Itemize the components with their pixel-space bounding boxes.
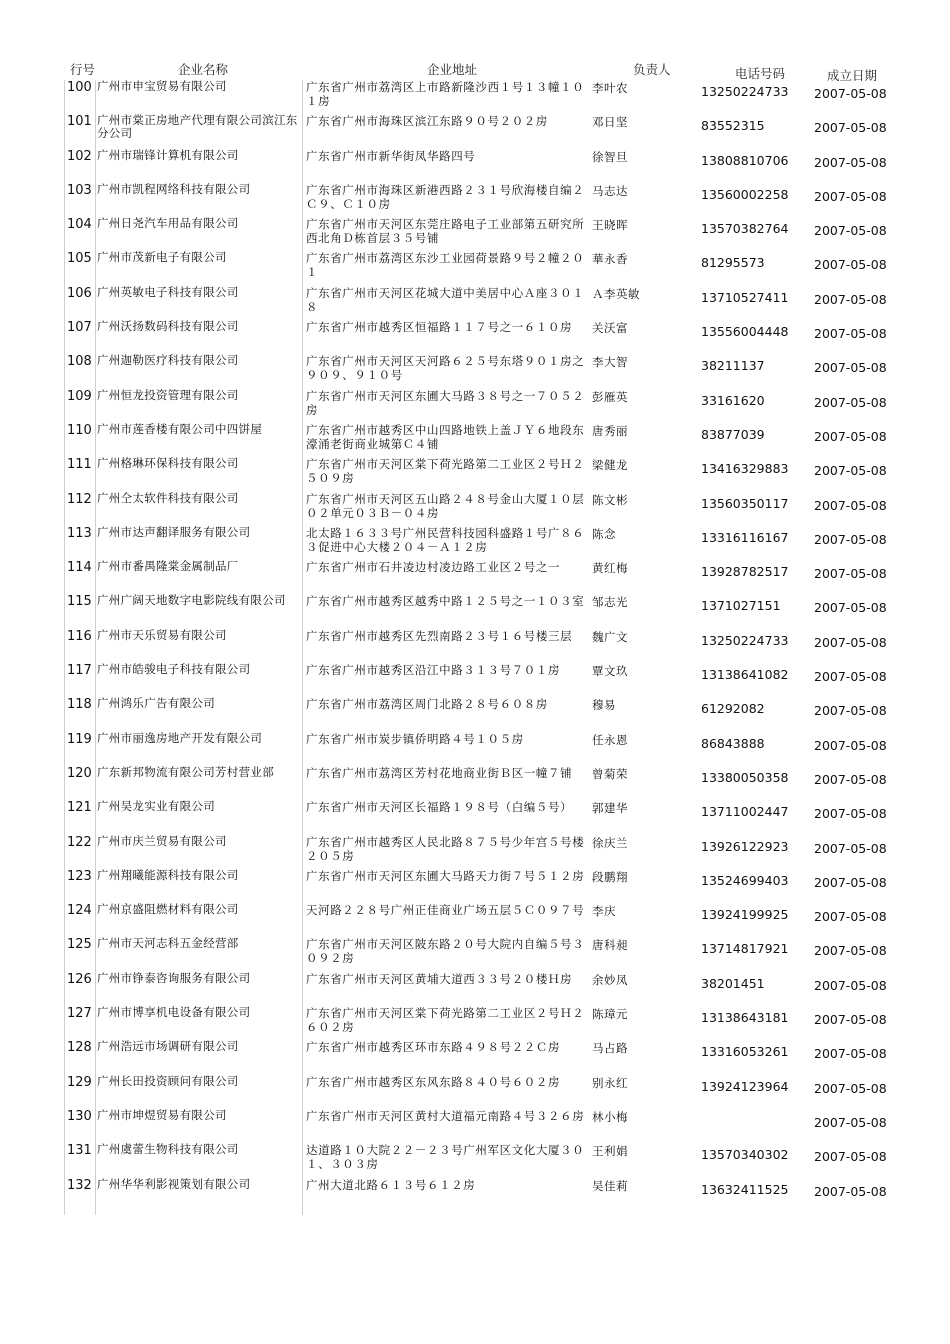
company-name: 广州市丽逸房地产开发有限公司 [97, 730, 263, 745]
row-number: 105 [67, 251, 92, 267]
table-row [0, 114, 950, 148]
table-row [0, 80, 950, 114]
company-name: 广州市皓骏电子科技有限公司 [97, 662, 251, 677]
contact-person: 徐庆兰 [592, 835, 628, 850]
phone-number: 13316053261 [701, 1044, 789, 1060]
table-row [0, 286, 950, 320]
company-name: 广州市番禺隆棠金属制品厂 [97, 559, 239, 574]
company-name: 广州长田投资顾问有限公司 [97, 1073, 239, 1088]
company-address: 广东省广州市越秀区人民北路８７５号少年宫５号楼２０５房 [306, 834, 585, 863]
established-date: 2007-05-08 [814, 806, 887, 822]
row-number: 123 [67, 868, 92, 884]
established-date: 2007-05-08 [814, 1183, 887, 1199]
company-name: 广州市天河志科五金经营部 [97, 936, 239, 951]
company-address: 广东省广州市海珠区滨江东路９０号２０２房 [306, 114, 548, 129]
contact-person: 任永恩 [592, 732, 628, 747]
phone-number: 33161620 [701, 392, 765, 408]
phone-number: 13250224733 [701, 632, 789, 648]
row-number: 106 [67, 285, 92, 301]
company-address: 广东省广州市天河区天河路６２５号东塔９０１房之９０９、９１０号 [306, 354, 585, 383]
contact-person: 穆易 [592, 698, 616, 713]
contact-person: 马占路 [592, 1041, 628, 1056]
phone-number: 13926122923 [701, 838, 789, 854]
contact-person: 关沃富 [592, 321, 628, 336]
row-number: 117 [67, 663, 92, 679]
contact-person: 彭雁英 [592, 389, 628, 404]
company-name: 广州市铮泰咨询服务有限公司 [97, 970, 251, 985]
established-date: 2007-05-08 [814, 428, 887, 444]
established-date: 2007-05-08 [814, 771, 887, 787]
header-phone: 电话号码 [735, 66, 786, 81]
row-number: 114 [67, 560, 92, 576]
established-date: 2007-05-08 [814, 291, 887, 307]
established-date: 2007-05-08 [814, 1114, 887, 1130]
company-address: 广东省广州市天河区黄埔大道西３３号２０楼Ｈ房 [306, 971, 573, 986]
company-address: 达道路１０大院２２－２３号广州军区文化大厦３０１、３０３房 [306, 1143, 585, 1172]
phone-number: 13714817921 [701, 941, 789, 957]
row-number: 109 [67, 388, 92, 404]
established-date: 2007-05-08 [814, 463, 887, 479]
table-row [0, 1143, 950, 1177]
contact-person: 李大智 [592, 355, 628, 370]
phone-number: 61292082 [701, 701, 765, 717]
row-number: 118 [67, 697, 92, 713]
table-row [0, 560, 950, 594]
company-name: 广州格琳环保科技有限公司 [97, 456, 239, 471]
company-address: 广州大道北路６１３号６１２房 [306, 1177, 476, 1192]
company-address: 天河路２２８号广州正佳商业广场五层５Ｃ０９７号 [306, 903, 585, 918]
phone-number: 13524699403 [701, 872, 789, 888]
table-row [0, 800, 950, 834]
established-date: 2007-05-08 [814, 1046, 887, 1062]
company-address: 广东省广州市荔湾区芳村花地商业街Ｂ区一幢７铺 [306, 765, 573, 780]
company-name: 广州市棠正房地产代理有限公司滨江东分公司 [97, 113, 298, 141]
table-row [0, 1178, 950, 1212]
phone-number: 13560002258 [701, 186, 789, 202]
contact-person: Ａ李英敏 [592, 286, 640, 301]
row-number: 100 [67, 80, 92, 95]
established-date: 2007-05-08 [814, 737, 887, 753]
contact-person: 邹志光 [592, 595, 628, 610]
phone-number: 13924199925 [701, 907, 789, 923]
company-address: 广东省广州市越秀区沿江中路３１３号７０１房 [306, 663, 561, 678]
row-number: 126 [67, 971, 92, 987]
phone-number: 38201451 [701, 975, 765, 991]
phone-number: 1371027151 [701, 598, 781, 614]
phone-number: 13808810706 [701, 152, 789, 168]
company-address: 广东省广州市天河区棠下荷光路第二工业区２号Ｈ２６０２房 [306, 1006, 585, 1035]
established-date: 2007-05-08 [814, 360, 887, 376]
established-date: 2007-05-08 [814, 86, 887, 101]
table-row [0, 937, 950, 971]
phone-number: 13570382764 [701, 221, 789, 237]
company-name: 广州市茂新电子有限公司 [97, 250, 227, 265]
company-name: 广州市达声翻译服务有限公司 [97, 524, 251, 539]
company-address: 广东省广州市越秀区先烈南路２３号１６号楼三层 [306, 628, 573, 643]
contact-person: 唐秀丽 [592, 423, 628, 438]
company-address: 广东省广州市越秀区东风东路８４０号６０２房 [306, 1074, 561, 1089]
established-date: 2007-05-08 [814, 943, 887, 959]
company-address: 广东省广州市越秀区中山四路地铁上盖ＪＹ６地段东濠涌老街商业城第Ｃ４铺 [306, 422, 585, 451]
company-name: 广州京盛阻燃材料有限公司 [97, 902, 239, 917]
company-name: 广州市申宝贸易有限公司 [97, 79, 227, 93]
table-row [0, 629, 950, 663]
established-date: 2007-05-08 [814, 531, 887, 547]
table-row [0, 251, 950, 285]
established-date: 2007-05-08 [814, 840, 887, 856]
company-address: 广东省广州市越秀区环市东路４９８号２２Ｃ房 [306, 1040, 561, 1055]
company-address: 广东省广州市荔湾区上市路新隆沙西１号１３幢１０１房 [306, 80, 585, 108]
row-number: 119 [67, 731, 92, 747]
contact-person: 邓日坚 [592, 115, 628, 130]
table-row [0, 697, 950, 731]
contact-person: 王利娟 [592, 1144, 628, 1159]
company-address: 广东省广州市石井凌边村凌边路工业区２号之一 [306, 560, 561, 575]
phone-number: 13138641082 [701, 667, 789, 683]
established-date: 2007-05-08 [814, 566, 887, 582]
established-date: 2007-05-08 [814, 909, 887, 925]
contact-person: 别永红 [592, 1075, 628, 1090]
company-name: 广州华华利影视策划有限公司 [97, 1176, 251, 1191]
company-name: 广州市莲香楼有限公司中四饼屋 [97, 421, 263, 436]
row-number: 121 [67, 800, 92, 816]
row-number: 129 [67, 1074, 92, 1090]
company-table [0, 80, 950, 1212]
company-name: 广州迦勒医疗科技有限公司 [97, 353, 239, 368]
established-date: 2007-05-08 [814, 188, 887, 204]
header-person: 负责人 [633, 62, 671, 77]
phone-number: 13556004448 [701, 324, 789, 340]
table-row [0, 320, 950, 354]
table-row [0, 732, 950, 766]
table-row [0, 526, 950, 560]
row-number: 131 [67, 1143, 92, 1159]
company-name: 广州恒龙投资管理有限公司 [97, 387, 239, 402]
phone-number: 13928782517 [701, 564, 789, 580]
header-no: 行号 [70, 62, 96, 77]
contact-person: 陈文彬 [592, 492, 628, 507]
phone-number: 83552315 [701, 118, 765, 134]
row-number: 111 [67, 457, 92, 473]
established-date: 2007-05-08 [814, 600, 887, 616]
table-row [0, 389, 950, 423]
established-date: 2007-05-08 [814, 1149, 887, 1165]
row-number: 115 [67, 594, 92, 610]
company-name: 广州英敏电子科技有限公司 [97, 284, 239, 299]
table-row [0, 354, 950, 388]
table-row [0, 1109, 950, 1143]
phone-number: 38211137 [701, 358, 765, 374]
company-address: 广东省广州市炭步镇侨明路４号１０５房 [306, 731, 524, 746]
table-row [0, 1040, 950, 1074]
contact-person: 黄红梅 [592, 561, 628, 576]
contact-person: 马志达 [592, 183, 628, 198]
established-date: 2007-05-08 [814, 326, 887, 342]
company-name: 广州市庆兰贸易有限公司 [97, 833, 227, 848]
table-row [0, 663, 950, 697]
company-name: 广州翔曦能源科技有限公司 [97, 867, 239, 882]
contact-person: 陈念 [592, 526, 616, 541]
established-date: 2007-05-08 [814, 497, 887, 513]
company-name: 广州市瑞锋计算机有限公司 [97, 147, 239, 162]
contact-person: 王晓晖 [592, 218, 628, 233]
row-number: 112 [67, 491, 92, 507]
phone-number: 13416329883 [701, 461, 789, 477]
company-address: 广东省广州市天河区东圃大马路天力街７号５１２房 [306, 868, 585, 883]
established-date: 2007-05-08 [814, 1080, 887, 1096]
company-name: 广州吴龙实业有限公司 [97, 799, 215, 814]
row-number: 127 [67, 1006, 92, 1022]
contact-person: 李庆 [592, 904, 616, 919]
contact-person: 曾菊荣 [592, 766, 628, 781]
company-address: 广东省广州市越秀区越秀中路１２５号之一１０３室 [306, 594, 585, 609]
established-date: 2007-05-08 [814, 257, 887, 273]
phone-number: 13380050358 [701, 769, 789, 785]
contact-person: 段鹏翔 [592, 869, 628, 884]
company-name: 广州浩远市场调研有限公司 [97, 1039, 239, 1054]
table-row [0, 149, 950, 183]
company-name: 广州日尧汽车用品有限公司 [97, 216, 239, 231]
company-address: 广东省广州市天河区花城大道中美居中心Ａ座３０１８ [306, 285, 585, 314]
table-row [0, 1075, 950, 1109]
established-date: 2007-05-08 [814, 394, 887, 410]
phone-number: 13570340302 [701, 1147, 789, 1163]
table-row [0, 766, 950, 800]
phone-number: 13250224733 [701, 84, 789, 99]
company-address: 广东省广州市天河区五山路２４８号金山大厦１０层０２单元０３Ｂ－０４房 [306, 491, 585, 520]
company-address: 广东省广州市新华街凤华路四号 [306, 148, 476, 163]
company-name: 广州市博享机电设备有限公司 [97, 1005, 251, 1020]
row-number: 120 [67, 765, 92, 781]
table-row [0, 423, 950, 457]
table-row [0, 457, 950, 491]
table-row [0, 594, 950, 628]
company-name: 广州市天乐贸易有限公司 [97, 627, 227, 642]
phone-number: 13710527411 [701, 289, 789, 305]
phone-number: 81295573 [701, 255, 765, 271]
row-number: 128 [67, 1040, 92, 1056]
contact-person: 唐科昶 [592, 938, 628, 953]
company-name: 广州虞蕾生物科技有限公司 [97, 1142, 239, 1157]
contact-person: 李叶农 [592, 81, 628, 95]
company-address: 广东省广州市海珠区新港西路２３１号欣海楼自编２Ｃ９、Ｃ１０房 [306, 182, 585, 211]
established-date: 2007-05-08 [814, 703, 887, 719]
phone-number: 13138643181 [701, 1010, 789, 1026]
contact-person: 余妙凤 [592, 972, 628, 987]
company-address: 广东省广州市荔湾区周门北路２８号６０８房 [306, 697, 548, 712]
row-number: 103 [67, 182, 92, 198]
contact-person: 華永香 [592, 252, 628, 267]
header-address: 企业地址 [427, 62, 478, 77]
company-name: 广州沃扬数码科技有限公司 [97, 319, 239, 334]
phone-number: 13632411525 [701, 1181, 789, 1197]
table-row [0, 835, 950, 869]
table-row [0, 1006, 950, 1040]
established-date: 2007-05-08 [814, 223, 887, 239]
header-date: 成立日期 [827, 68, 878, 83]
row-number: 110 [67, 422, 92, 438]
row-number: 122 [67, 834, 92, 850]
contact-person: 林小梅 [592, 1109, 628, 1124]
established-date: 2007-05-08 [814, 154, 887, 170]
table-row [0, 217, 950, 251]
company-address: 广东省广州市天河区棠下荷光路第二工业区２号Ｈ２５０９房 [306, 457, 585, 486]
contact-person: 吴佳莉 [592, 1178, 628, 1193]
company-address: 广东省广州市天河区黄村大道福元南路４号３２６房 [306, 1108, 585, 1123]
phone-number: 13560350117 [701, 495, 789, 511]
row-number: 124 [67, 903, 92, 919]
table-row [0, 492, 950, 526]
company-name: 广州仝太软件科技有限公司 [97, 490, 239, 505]
row-number: 125 [67, 937, 92, 953]
row-number: 102 [67, 148, 92, 164]
company-address: 广东省广州市越秀区恒福路１１７号之一６１０房 [306, 320, 573, 335]
row-number: 132 [67, 1177, 92, 1193]
phone-number: 83877039 [701, 426, 765, 442]
contact-person: 梁健龙 [592, 458, 628, 473]
row-number: 130 [67, 1108, 92, 1124]
phone-number: 86843888 [701, 735, 765, 751]
established-date: 2007-05-08 [814, 874, 887, 890]
phone-number: 13316116167 [701, 529, 789, 545]
row-number: 116 [67, 628, 92, 644]
contact-person: 覃文玖 [592, 664, 628, 679]
company-name: 广州市凯程网络科技有限公司 [97, 181, 251, 196]
row-number: 101 [67, 114, 92, 130]
company-address: 广东省广州市天河区东莞庄路电子工业部第五研究所西北角Ｄ栋首层３５号铺 [306, 217, 585, 246]
row-number: 108 [67, 354, 92, 370]
contact-person: 郭建华 [592, 801, 628, 816]
company-name: 广东新邦物流有限公司芳村营业部 [97, 764, 274, 779]
established-date: 2007-05-08 [814, 634, 887, 650]
established-date: 2007-05-08 [814, 669, 887, 685]
contact-person: 陈璋元 [592, 1007, 628, 1022]
company-address: 广东省广州市天河区东圃大马路３８号之一７０５２房 [306, 388, 585, 417]
header-name: 企业名称 [178, 62, 229, 77]
company-address: 广东省广州市天河区陂东路２０号大院内自编５号３０９２房 [306, 937, 585, 966]
contact-person: 魏广文 [592, 629, 628, 644]
phone-number: 13924123964 [701, 1078, 789, 1094]
row-number: 107 [67, 320, 92, 336]
company-address: 广东省广州市天河区长福路１９８号（白编５号） [306, 800, 573, 815]
table-row [0, 869, 950, 903]
company-name: 广州市坤煜贸易有限公司 [97, 1107, 227, 1122]
table-row [0, 183, 950, 217]
table-row [0, 903, 950, 937]
company-address: 北太路１６３３号广州民营科技园科盛路１号广８６３促进中心大楼２０４－Ａ１２房 [306, 525, 585, 554]
company-name: 广州鸿乐广告有限公司 [97, 696, 215, 711]
established-date: 2007-05-08 [814, 977, 887, 993]
established-date: 2007-05-08 [814, 120, 887, 136]
table-row [0, 972, 950, 1006]
company-address: 广东省广州市荔湾区东沙工业园荷景路９号２幢２０１ [306, 251, 585, 280]
established-date: 2007-05-08 [814, 1012, 887, 1028]
row-number: 104 [67, 217, 92, 233]
row-number: 113 [67, 525, 92, 541]
company-name: 广州广阔天地数字电影院线有限公司 [97, 593, 286, 608]
contact-person: 徐智旦 [592, 149, 628, 164]
phone-number: 13711002447 [701, 804, 789, 820]
